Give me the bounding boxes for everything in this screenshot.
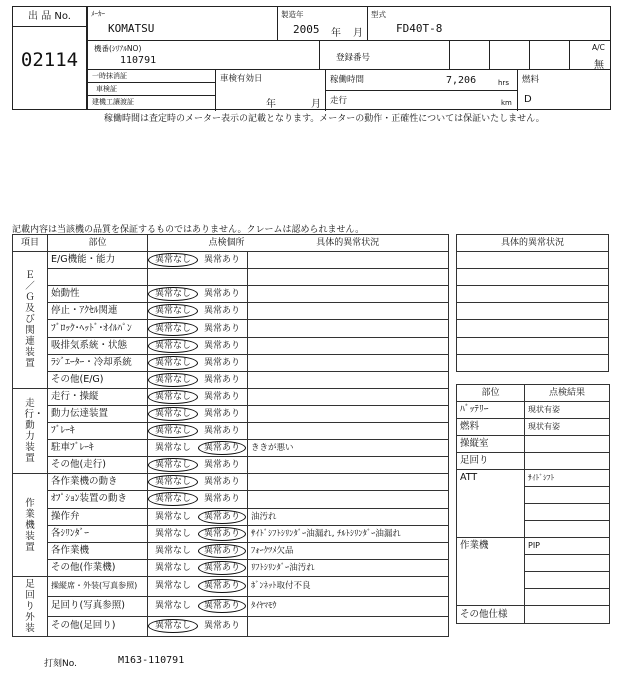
lot-box bbox=[12, 6, 87, 110]
result-part: その他仕様 bbox=[457, 606, 525, 623]
abnormal-note bbox=[248, 423, 449, 440]
part-cell: 吸排気系統・状態 bbox=[48, 337, 148, 354]
table-row bbox=[13, 388, 449, 405]
normal-option[interactable]: 異常なし bbox=[154, 443, 191, 454]
check-cell bbox=[148, 457, 248, 474]
col-header: 項目 bbox=[13, 235, 48, 252]
maker-cell bbox=[88, 7, 278, 41]
blank-cell-2 bbox=[490, 41, 530, 70]
part-cell: ｵﾌﾟｼｮﾝ装置の動き bbox=[48, 491, 148, 508]
abnormal-note bbox=[248, 354, 449, 371]
result-row bbox=[457, 538, 610, 606]
result-header: 点検結果 bbox=[525, 385, 610, 402]
blank-cell-1 bbox=[450, 41, 490, 70]
table-row bbox=[13, 596, 449, 616]
result-value: 現状有姿 bbox=[525, 402, 610, 419]
abnormal-option[interactable]: 異常あり bbox=[198, 561, 246, 575]
part-cell: 操作弁 bbox=[48, 508, 148, 525]
part-cell: その他(作業機) bbox=[48, 559, 148, 576]
normal-option[interactable]: 異常なし bbox=[148, 304, 198, 318]
category-cell bbox=[13, 388, 48, 473]
serial-cell bbox=[88, 41, 320, 70]
abnormal-note bbox=[248, 286, 449, 303]
fuel-value: D bbox=[524, 94, 532, 105]
abnormal-note bbox=[248, 303, 449, 320]
check-cell bbox=[148, 508, 248, 525]
table-row bbox=[13, 542, 449, 559]
abnormal-note bbox=[248, 320, 449, 337]
part-cell: 各作業機 bbox=[48, 542, 148, 559]
maker-value: KOMATSU bbox=[108, 22, 155, 35]
normal-option[interactable]: 異常なし bbox=[148, 373, 198, 387]
check-cell bbox=[148, 474, 248, 491]
category-cell bbox=[13, 252, 48, 389]
col-header: 部位 bbox=[48, 235, 148, 252]
result-row bbox=[457, 606, 610, 623]
abnormal-note bbox=[248, 252, 449, 269]
category-label: Ｅ／Ｇ及び関連装置 bbox=[25, 270, 35, 370]
disclaimer: 記載内容は当該機の品質を保証するものではありません。クレームは認められません。 bbox=[12, 225, 365, 235]
table-row bbox=[13, 457, 449, 474]
part-cell: 駐車ﾌﾞﾚｰｷ bbox=[48, 440, 148, 457]
table-row bbox=[13, 491, 449, 508]
model-cell bbox=[368, 7, 610, 41]
temp-label: 一時抹消証 bbox=[88, 70, 215, 83]
serial-label: 機番(ｼﾘｱﾙNO) bbox=[94, 44, 142, 53]
category-label: 作業機装置 bbox=[25, 497, 35, 553]
normal-option[interactable]: 異常なし bbox=[154, 601, 191, 612]
normal-option[interactable]: 異常なし bbox=[148, 492, 198, 506]
part-cell: 停止・ｱｸｾﾙ関連 bbox=[48, 303, 148, 320]
abnormal-option[interactable]: 異常あり bbox=[203, 426, 240, 437]
abnormal-option[interactable]: 異常あり bbox=[203, 408, 240, 419]
normal-option[interactable]: 異常なし bbox=[154, 562, 191, 573]
check-cell bbox=[148, 440, 248, 457]
abnormal-note bbox=[248, 371, 449, 388]
result-row bbox=[457, 436, 610, 453]
year-label: 製造年 bbox=[281, 10, 304, 19]
table-row bbox=[13, 474, 449, 491]
table-row bbox=[13, 423, 449, 440]
inspection-label: 車検有効日 bbox=[220, 74, 263, 84]
col-header: 具体的異常状況 bbox=[248, 235, 449, 252]
part-cell: 各作業機の動き bbox=[48, 474, 148, 491]
table-row bbox=[13, 616, 449, 636]
normal-option[interactable]: 異常なし bbox=[148, 253, 198, 267]
reg-label: 登録番号 bbox=[336, 53, 371, 63]
category-cell bbox=[13, 474, 48, 577]
normal-option[interactable]: 異常なし bbox=[148, 407, 198, 421]
normal-option[interactable]: 異常なし bbox=[154, 581, 191, 592]
abnormal-note: ﾘﾌﾄｼﾘﾝﾀﾞｰ油汚れ bbox=[248, 559, 449, 576]
ac-label: A/C bbox=[592, 43, 605, 52]
maker-label: ﾒｰｶｰ bbox=[91, 10, 105, 18]
abnormal-note: ききが悪い bbox=[248, 440, 449, 457]
result-part: 足回り bbox=[457, 453, 525, 470]
check-cell bbox=[148, 405, 248, 422]
table-row bbox=[13, 252, 449, 269]
result-row bbox=[457, 470, 610, 538]
check-cell bbox=[148, 303, 248, 320]
hours-note: 稼働時間は査定時のメーター表示の記載となります。メーターの動作・正確性については保証いたしません。 bbox=[104, 114, 545, 124]
abnormal-option[interactable]: 異常あり bbox=[203, 374, 240, 385]
abnormal-option[interactable]: 異常あり bbox=[198, 599, 246, 613]
result-row bbox=[457, 419, 610, 436]
table-row bbox=[13, 559, 449, 576]
ac-value: 無 bbox=[594, 60, 604, 71]
abnormal-note: ﾌｫｰｸﾂﾒ欠品 bbox=[248, 542, 449, 559]
vehicle-label: 車検証 bbox=[88, 83, 215, 96]
abnormal-option[interactable]: 異常あり bbox=[203, 494, 240, 505]
result-part: 操縦室 bbox=[457, 436, 525, 453]
normal-option[interactable]: 異常なし bbox=[154, 545, 191, 556]
parts-header: 部位 bbox=[457, 385, 525, 402]
normal-option[interactable]: 異常なし bbox=[148, 475, 198, 489]
table-header bbox=[13, 235, 449, 252]
table-row bbox=[13, 525, 449, 542]
normal-option[interactable]: 異常なし bbox=[148, 458, 198, 472]
lot-number: 02114 bbox=[20, 49, 79, 71]
km-unit: km bbox=[501, 99, 512, 107]
table-row bbox=[13, 286, 449, 303]
table-row bbox=[13, 371, 449, 388]
table-row bbox=[13, 269, 449, 286]
abnormal-note bbox=[248, 337, 449, 354]
abnormal-option[interactable]: 異常あり bbox=[203, 323, 240, 334]
abnormal-note bbox=[248, 491, 449, 508]
abnormal-note: 油汚れ bbox=[248, 508, 449, 525]
normal-option[interactable]: 異常なし bbox=[148, 390, 198, 404]
part-cell: ﾗｼﾞｴｰﾀｰ・冷却系統 bbox=[48, 354, 148, 371]
category-label: 足回り外装 bbox=[25, 578, 35, 634]
part-cell: 操縦席・外装(写真参照) bbox=[48, 576, 148, 596]
year-value: 2005 bbox=[293, 23, 320, 36]
check-cell bbox=[148, 596, 248, 616]
table-row bbox=[13, 354, 449, 371]
result-part: 作業機 bbox=[457, 538, 525, 606]
abnormal-option[interactable]: 異常あり bbox=[198, 510, 246, 524]
hours-cell bbox=[326, 70, 518, 111]
normal-option[interactable]: 異常なし bbox=[148, 424, 198, 438]
right-result-table bbox=[456, 384, 610, 624]
model-value: FD40T-8 bbox=[396, 22, 443, 35]
abnormal-option[interactable]: 異常あり bbox=[203, 477, 240, 488]
sub-label: 建機工讓渡証 bbox=[92, 98, 134, 106]
abnormal-option[interactable]: 異常あり bbox=[203, 357, 240, 368]
right-abnormal-table bbox=[456, 234, 609, 372]
result-part: ATT bbox=[457, 470, 525, 538]
normal-option[interactable]: 異常なし bbox=[148, 356, 198, 370]
blank-cell-3 bbox=[530, 41, 570, 70]
right-header: 具体的異常状況 bbox=[457, 235, 609, 252]
table-row bbox=[13, 337, 449, 354]
check-cell bbox=[148, 320, 248, 337]
part-cell: 足回り(写真参照) bbox=[48, 596, 148, 616]
part-cell: その他(走行) bbox=[48, 457, 148, 474]
part-cell bbox=[48, 269, 148, 286]
result-row bbox=[457, 402, 610, 419]
check-cell bbox=[148, 525, 248, 542]
part-cell: 走行・操縦 bbox=[48, 388, 148, 405]
result-row bbox=[457, 453, 610, 470]
inspection-table bbox=[12, 234, 449, 637]
check-cell bbox=[148, 252, 248, 269]
fuel-label: 燃料 bbox=[522, 75, 540, 85]
normal-option[interactable]: 異常なし bbox=[148, 322, 198, 336]
abnormal-note: ﾎﾞﾝﾈｯﾄ取付不良 bbox=[248, 576, 449, 596]
fuel-cell bbox=[518, 70, 610, 111]
model-label: 型式 bbox=[371, 10, 386, 19]
hours-value: 7,206 bbox=[446, 75, 477, 86]
part-cell: E/G機能・能力 bbox=[48, 252, 148, 269]
hours-unit: hrs bbox=[498, 79, 509, 87]
abnormal-note: ﾀｲﾔﾏﾓｳ bbox=[248, 596, 449, 616]
hours-label: 稼働時間 bbox=[330, 75, 365, 85]
part-cell: ﾌﾞﾚｰｷ bbox=[48, 423, 148, 440]
table-row bbox=[13, 303, 449, 320]
inspection-cell bbox=[216, 70, 326, 111]
check-cell bbox=[148, 423, 248, 440]
check-cell bbox=[148, 542, 248, 559]
normal-option[interactable]: 異常なし bbox=[154, 528, 191, 539]
abnormal-option[interactable]: 異常あり bbox=[203, 289, 240, 300]
table-row bbox=[13, 440, 449, 457]
table-row bbox=[13, 320, 449, 337]
abnormal-note bbox=[248, 388, 449, 405]
abnormal-note bbox=[248, 269, 449, 286]
abnormal-option[interactable]: 異常あり bbox=[203, 306, 240, 317]
normal-option[interactable]: 異常なし bbox=[154, 511, 191, 522]
abnormal-option[interactable]: 異常あり bbox=[203, 460, 240, 471]
travel-label: 走行 bbox=[330, 96, 348, 106]
part-cell: 各ｼﾘﾝﾀﾞｰ bbox=[48, 525, 148, 542]
ac-cell bbox=[570, 41, 610, 70]
check-cell bbox=[148, 576, 248, 596]
abnormal-option[interactable]: 異常あり bbox=[203, 391, 240, 402]
check-cell bbox=[148, 559, 248, 576]
result-value: 現状有姿 bbox=[525, 419, 610, 436]
check-cell bbox=[148, 354, 248, 371]
abnormal-option[interactable]: 異常あり bbox=[198, 579, 246, 593]
lot-label: 出 品 No. bbox=[13, 7, 86, 27]
check-cell bbox=[148, 388, 248, 405]
part-cell: その他(足回り) bbox=[48, 616, 148, 636]
check-cell bbox=[148, 269, 248, 286]
result-part: 燃料 bbox=[457, 419, 525, 436]
inspection-month: 月 bbox=[311, 99, 321, 110]
check-cell bbox=[148, 371, 248, 388]
abnormal-note bbox=[248, 405, 449, 422]
table-row bbox=[13, 576, 449, 596]
category-label: 走行・動力装置 bbox=[24, 398, 44, 465]
check-cell bbox=[148, 616, 248, 636]
abnormal-option[interactable]: 異常あり bbox=[203, 621, 240, 632]
table-row bbox=[13, 405, 449, 422]
abnormal-note bbox=[248, 457, 449, 474]
stamp-label: 打刻No. bbox=[44, 659, 77, 669]
check-cell bbox=[148, 491, 248, 508]
normal-option[interactable]: 異常なし bbox=[148, 619, 198, 633]
month-unit: 月 bbox=[353, 28, 363, 39]
result-value: PIP bbox=[525, 538, 609, 555]
abnormal-option[interactable]: 異常あり bbox=[203, 255, 240, 266]
reg-cell bbox=[320, 41, 450, 70]
abnormal-option[interactable]: 異常あり bbox=[198, 527, 246, 541]
abnormal-note: ｻｲﾄﾞｼﾌﾄｼﾘﾝﾀﾞｰ油漏れ, ﾁﾙﾄｼﾘﾝﾀﾞｰ油漏れ bbox=[248, 525, 449, 542]
cert-cell bbox=[88, 70, 216, 111]
normal-option[interactable]: 異常なし bbox=[148, 287, 198, 301]
serial-value: 110791 bbox=[120, 55, 157, 66]
info-block bbox=[87, 6, 611, 110]
check-cell bbox=[148, 286, 248, 303]
abnormal-option[interactable]: 異常あり bbox=[198, 544, 246, 558]
result-value: ｻｲﾄﾞｼﾌﾄ bbox=[525, 470, 609, 487]
year-cell bbox=[278, 7, 368, 41]
check-cell bbox=[148, 337, 248, 354]
part-cell: ﾌﾞﾛｯｸ･ﾍｯﾄﾞ･ｵｲﾙﾊﾟﾝ bbox=[48, 320, 148, 337]
abnormal-option[interactable]: 異常あり bbox=[198, 441, 246, 455]
part-cell: 始動性 bbox=[48, 286, 148, 303]
category-cell bbox=[13, 576, 48, 636]
inspection-year: 年 bbox=[266, 99, 276, 110]
year-unit: 年 bbox=[331, 28, 341, 39]
normal-option[interactable]: 異常なし bbox=[148, 339, 198, 353]
col-header: 点検個所 bbox=[148, 235, 248, 252]
table-row bbox=[13, 508, 449, 525]
result-part: ﾊﾞｯﾃﾘｰ bbox=[457, 402, 525, 419]
part-cell: 動力伝達装置 bbox=[48, 405, 148, 422]
stamp-value: M163-110791 bbox=[118, 655, 185, 666]
abnormal-note bbox=[248, 474, 449, 491]
abnormal-note bbox=[248, 616, 449, 636]
part-cell: その他(E/G) bbox=[48, 371, 148, 388]
abnormal-option[interactable]: 異常あり bbox=[203, 340, 240, 351]
